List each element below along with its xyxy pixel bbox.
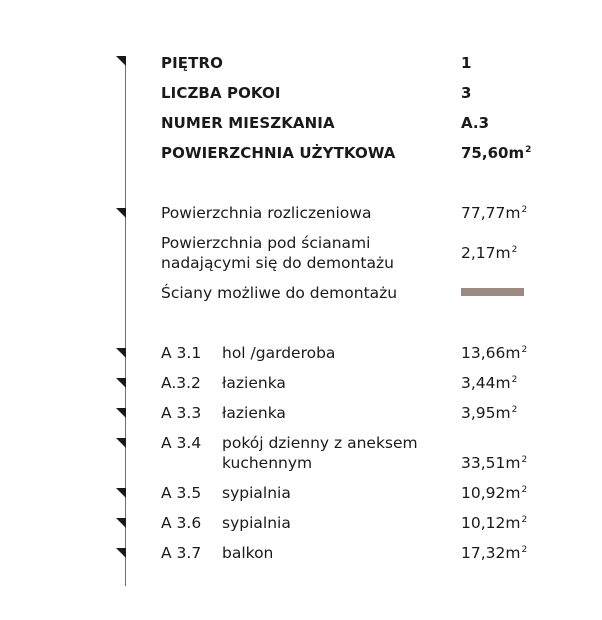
label-floor: PIĘTRO [161,54,223,72]
room-marker-icon [116,518,126,528]
room-marker-icon [116,348,126,358]
section-marker-icon [116,56,126,66]
room-code: A 3.4 [161,434,202,452]
section-marker-icon [116,208,126,218]
room-area: $13,66m^2$ [461,344,528,362]
room-area: $10,92m^2$ [461,484,528,502]
label-removable-walls-area-line2: nadającymi się do demontażu [161,254,394,272]
room-name: sypialnia [222,514,291,532]
value-floor: 1 [461,54,472,72]
room-name: sypialnia [222,484,291,502]
room-code: A 3.3 [161,404,202,422]
room-code: A 3.5 [161,484,202,502]
room-name: łazienka [222,374,286,392]
room-area: $3,44m^2$ [461,374,518,392]
value-billing-area: $77,77m^2$ [461,204,528,222]
label-usable-area: POWIERZCHNIA UŻYTKOWA [161,144,396,162]
room-marker-icon [116,378,126,388]
room-area: $33,51m^2$ [461,454,528,472]
room-area: $10,12m^2$ [461,514,528,532]
removable-walls-color-swatch [461,288,524,296]
value-room-count: 3 [461,84,472,102]
value-usable-area: $75,60m^2$ [461,144,532,162]
label-removable-walls-legend: Ściany możliwe do demontażu [161,284,398,302]
room-marker-icon [116,548,126,558]
room-code: A 3.7 [161,544,202,562]
room-area: $3,95m^2$ [461,404,518,422]
room-name-line2: kuchennym [222,454,313,472]
room-code: A.3.2 [161,374,201,392]
value-apartment-number: A.3 [461,114,490,132]
room-code: A 3.6 [161,514,202,532]
value-removable-walls-area: $2,17m^2$ [461,244,518,262]
label-room-count: LICZBA POKOI [161,84,281,102]
label-removable-walls-area-line1: Powierzchnia pod ścianami [161,234,371,252]
room-code: A 3.1 [161,344,202,362]
room-marker-icon [116,438,126,448]
room-name: łazienka [222,404,286,422]
room-name: hol /garderoba [222,344,336,362]
label-billing-area: Powierzchnia rozliczeniowa [161,204,372,222]
vertical-guide-line [125,56,126,586]
room-marker-icon [116,488,126,498]
room-area: $17,32m^2$ [461,544,528,562]
label-apartment-number: NUMER MIESZKANIA [161,114,335,132]
room-name-line1: pokój dzienny z aneksem [222,434,418,452]
room-name: balkon [222,544,274,562]
room-marker-icon [116,408,126,418]
